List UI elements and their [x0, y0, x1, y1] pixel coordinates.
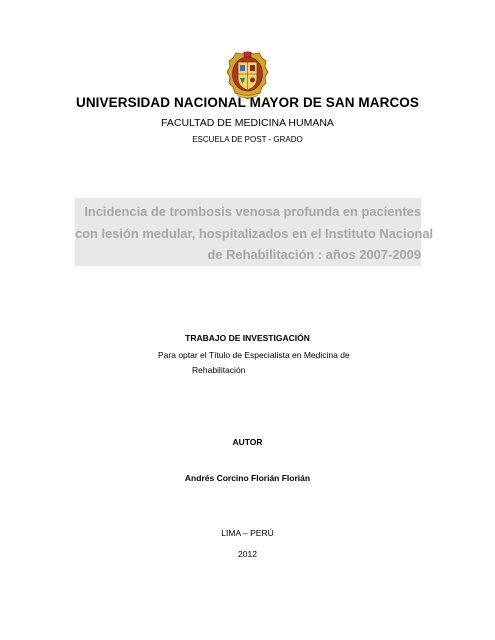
university-name: UNIVERSIDAD NACIONAL MAYOR DE SAN MARCOS — [75, 95, 420, 110]
year: 2012 — [238, 549, 257, 559]
place: LIMA – PERÚ — [221, 528, 274, 538]
author-name: Andrés Corcino Florián Florián — [184, 473, 311, 483]
author-heading: AUTOR — [232, 437, 263, 447]
thesis-title — [75, 201, 434, 266]
school-name: ESCUELA DE POST - GRADO — [192, 135, 303, 144]
thesis-title-line: con lesión medular, hospitalizados en el Instituto Nacional — [75, 225, 434, 241]
work-type: TRABAJO DE INVESTIGACIÓN — [185, 333, 310, 343]
degree-purpose — [158, 348, 350, 378]
university-crest-icon — [226, 50, 269, 100]
thesis-title-line: Incidencia de trombosis venosa profunda en pacientes — [84, 204, 421, 219]
degree-purpose-line: Para optar el Título de Especialista en Medicina de — [158, 350, 350, 360]
degree-purpose-line: Rehabilitación — [192, 365, 246, 375]
thesis-title-line: de Rehabilitación : años 2007-2009 — [207, 247, 421, 262]
faculty-name: FACULTAD DE MEDICINA HUMANA — [161, 117, 334, 129]
